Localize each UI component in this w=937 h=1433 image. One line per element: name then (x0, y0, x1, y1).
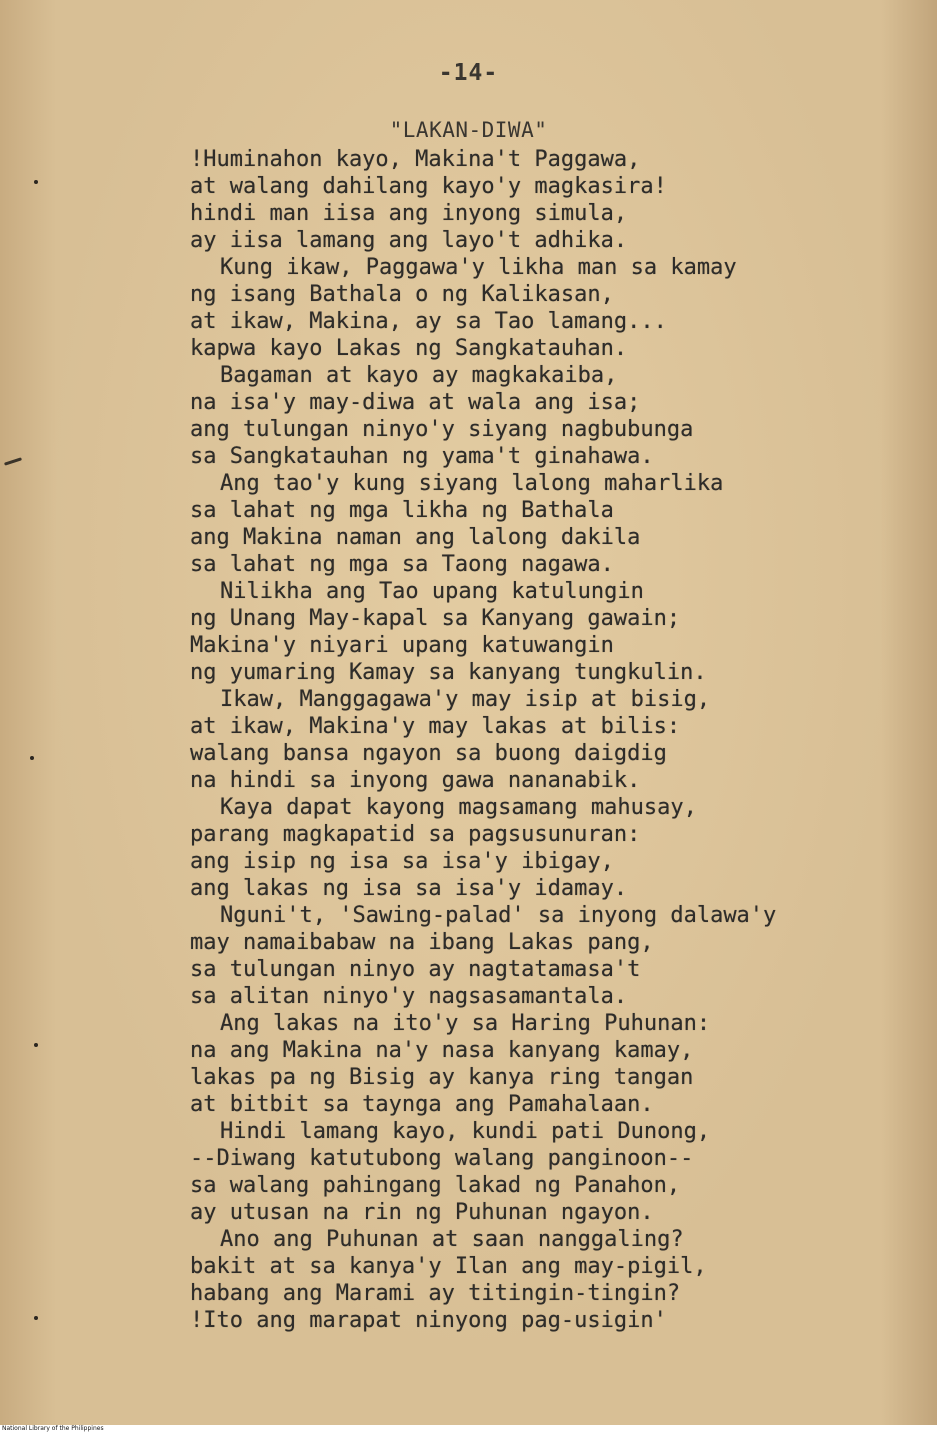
poem-line: ng isang Bathala o ng Kalikasan, (190, 282, 614, 307)
poem-title: "LAKAN-DIWA" (389, 118, 548, 142)
ink-speck (34, 1043, 38, 1047)
stanza-10 (190, 1118, 910, 1226)
poem-body (190, 146, 910, 1334)
poem-line: Makina'y niyari upang katuwangin (190, 633, 614, 658)
poem-line: Nilikha ang Tao upang katulungin (220, 579, 644, 604)
stanza-1 (190, 146, 910, 254)
poem-line: Nguni't, 'Sawing-palad' sa inyong dalawa'y (220, 903, 777, 928)
poem-line: na hindi sa inyong gawa nananabik. (190, 768, 641, 793)
stanza-7 (190, 794, 910, 902)
poem-line: Ang tao'y kung siyang lalong maharlika (220, 471, 724, 496)
ink-speck (30, 756, 34, 760)
poem-line: at ikaw, Makina, ay sa Tao lamang... (190, 309, 667, 334)
stanza-5 (190, 578, 910, 686)
poem-line: !Ito ang marapat ninyong pag-usigin' (190, 1308, 667, 1333)
poem-line: !Huminahon kayo, Makina't Paggawa, (190, 147, 641, 172)
poem-line: habang ang Marami ay titingin-tingin? (190, 1281, 681, 1306)
poem-line: walang bansa ngayon sa buong daigdig (190, 741, 667, 766)
poem-line: na ang Makina na'y nasa kanyang kamay, (190, 1038, 694, 1063)
poem-line: parang magkapatid sa pagsusunuran: (190, 822, 641, 847)
stanza-3 (190, 362, 910, 470)
poem-line: hindi man iisa ang inyong simula, (190, 201, 628, 226)
poem-line: ang tulungan ninyo'y siyang nagbubunga (190, 417, 694, 442)
poem-line: --Diwang katutubong walang panginoon-- (190, 1146, 694, 1171)
poem-line: Hindi lamang kayo, kundi pati Dunong, (220, 1119, 711, 1144)
poem-line: Ano ang Puhunan at saan nanggaling? (220, 1227, 684, 1252)
poem-line: kapwa kayo Lakas ng Sangkatauhan. (190, 336, 628, 361)
poem-line: sa alitan ninyo'y nagsasamantala. (190, 984, 628, 1009)
poem-line: ng Unang May-kapal sa Kanyang gawain; (190, 606, 681, 631)
poem-line: at bitbit sa taynga ang Pamahalaan. (190, 1092, 654, 1117)
stanza-4 (190, 470, 910, 578)
stanza-8 (190, 902, 910, 1010)
poem-line: lakas pa ng Bisig ay kanya ring tangan (190, 1065, 694, 1090)
poem-line: bakit at sa kanya'y Ilan ang may-pigil, (190, 1254, 707, 1279)
poem-line: sa tulungan ninyo ay nagtatamasa't (190, 957, 641, 982)
poem-line: ang isip ng isa sa isa'y ibigay, (190, 849, 614, 874)
poem-line: ang lakas ng isa sa isa'y idamay. (190, 876, 628, 901)
poem-line: Bagaman at kayo ay magkakaiba, (220, 363, 618, 388)
poem-line: may namaibabaw na ibang Lakas pang, (190, 930, 654, 955)
stanza-6 (190, 686, 910, 794)
poem-line: sa Sangkatauhan ng yama't ginahawa. (190, 444, 654, 469)
stanza-11 (190, 1226, 910, 1334)
poem-line: Ikaw, Manggagawa'y may isip at bisig, (220, 687, 711, 712)
poem-line: ay iisa lamang ang layo't adhika. (190, 228, 628, 253)
poem-line: ng yumaring Kamay sa kanyang tungkulin. (190, 660, 707, 685)
stanza-9 (190, 1010, 910, 1118)
ink-speck (34, 1316, 38, 1320)
poem-line: sa lahat ng mga likha ng Bathala (190, 498, 614, 523)
footer-strip (0, 1425, 937, 1433)
page-number: -14- (438, 60, 499, 86)
poem-line: Kaya dapat kayong magsamang mahusay, (220, 795, 697, 820)
poem-line: at walang dahilang kayo'y magkasira! (190, 174, 667, 199)
poem-line: Kung ikaw, Paggawa'y likha man sa kamay (220, 255, 737, 280)
poem-line: ay utusan na rin ng Puhunan ngayon. (190, 1200, 654, 1225)
poem-line: sa walang pahingang lakad ng Panahon, (190, 1173, 681, 1198)
poem-line: Ang lakas na ito'y sa Haring Puhunan: (220, 1011, 711, 1036)
poem-line: sa lahat ng mga sa Taong nagawa. (190, 552, 614, 577)
ink-speck (34, 180, 38, 184)
ink-mark (4, 457, 22, 465)
poem-line: na isa'y may-diwa at wala ang isa; (190, 390, 641, 415)
footer-credit: National Library of the Philippines (2, 1425, 104, 1432)
poem-line: ang Makina naman ang lalong dakila (190, 525, 641, 550)
poem-line: at ikaw, Makina'y may lakas at bilis: (190, 714, 681, 739)
stanza-2 (190, 254, 910, 362)
